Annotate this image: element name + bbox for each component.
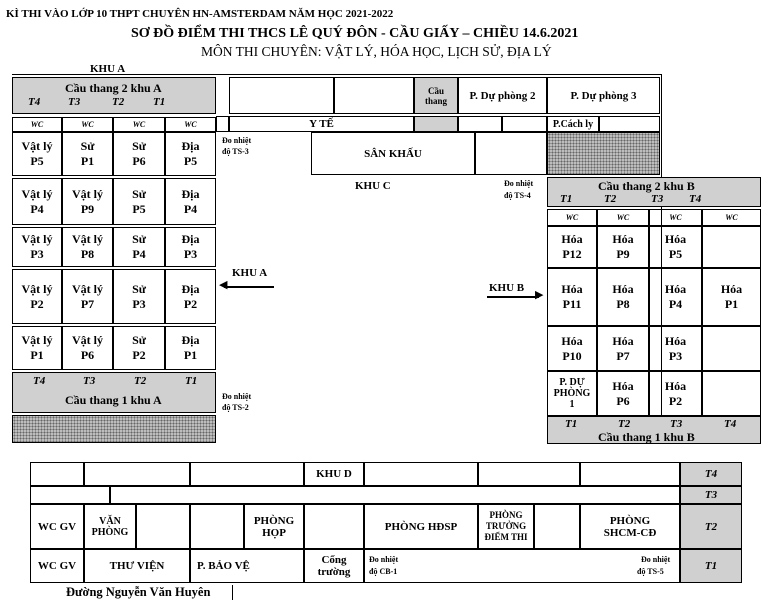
khu-d-r3-c6 [304,504,364,549]
room-b-empty-2 [702,326,761,371]
temp-check-ts2-1: Đo nhiệt [222,392,252,401]
street-line [232,585,233,600]
room-number: P1 [724,297,739,311]
temp-check-ts2-2: độ TS-2 [222,403,249,412]
room-label: Vật lý [21,139,53,153]
room-label: Sử [132,139,146,153]
temp-check-cb1-2: độ CB-1 [369,567,398,576]
room-cach-ly-label: P.Cách ly [552,118,594,130]
room-b-hoa-p7 [597,326,649,371]
khu-a-wc-2: WC [62,117,113,132]
room-a-vatly-p7 [62,269,113,324]
khu-a-arrow-label: KHU A [232,267,268,279]
top-strip-stair [414,116,458,132]
temp-check-ts5-1: Đo nhiệt [641,555,671,564]
room-number: P6 [132,154,146,168]
khu-d-floor-t3-label: T3 [704,489,718,501]
room-number: P3 [668,348,683,363]
arrow-left-icon: ◀ [219,279,228,291]
khu-d-r2-c2 [110,486,680,504]
room-label: Địa [181,186,200,201]
khu-b-wc-2: WC [597,209,649,226]
street-name: Đường Nguyễn Văn Huyên [66,585,211,599]
room-a-su-p3 [113,269,165,324]
room-a-vatly-p9 [62,178,113,225]
khu-b-stair-2-t4: T4 [689,193,702,205]
room-a-dia-p1 [165,326,216,370]
room-number: P3 [30,247,44,261]
top-stair-label-2: thang [424,95,447,106]
khu-d-r3-c3 [136,504,190,549]
room-a-su-p4 [113,227,165,267]
room-label: Vật lý [72,281,103,296]
room-label-2: PHÒNG [553,388,591,399]
khu-a-wc-4: WC [165,117,216,132]
header-line-1: KÌ THI VÀO LỚP 10 THPT CHUYÊN HN-AMSTERDAM NĂM HỌC 2021-2022 [6,8,394,20]
room-phong-truong-label-1: PHÒNG [489,510,523,521]
room-label: Hóa [561,282,583,296]
room-a-su-p1 [62,132,113,176]
room-number: P5 [132,201,146,216]
top-strip-b2 [502,116,547,132]
school-gate-label-2: trường [317,566,351,578]
khu-a-stair-2-t2: T2 [112,96,125,108]
khu-b-wc-4: WC [702,209,761,226]
room-du-phong-3-label: P. Dự phòng 3 [570,89,637,102]
room-phong-shcm-label-1: PHÒNG [609,514,651,527]
khu-d-floor-t3 [680,486,742,504]
room-du-phong-2 [458,77,547,114]
khu-b-stair-1-t1: T1 [565,418,578,430]
room-b-empty-3 [702,371,761,416]
room-number: 1 [569,399,575,410]
room-a-su-p2 [113,326,165,370]
khu-a-stair-2-label: Cầu thang 2 khu A [65,81,162,95]
header-line-3: MÔN THI CHUYÊN: VẬT LÝ, HÓA HỌC, LỊCH SỬ, ĐỊA LÝ [201,44,552,59]
room-number: P4 [30,201,44,216]
khu-b-stair-2 [547,177,761,207]
room-label: Hóa [561,232,583,246]
room-phong-hdsp-label: PHÒNG HĐSP [384,520,458,533]
room-b-hoa-p8 [597,268,649,326]
san-khau-side [475,132,547,175]
top-strip-b3 [599,116,660,132]
khu-b-stair-2-t3: T3 [651,193,664,205]
room-a-dia-p4 [165,178,216,225]
khu-b-arrow-label: KHU B [489,282,525,294]
khu-d-floor-t1 [680,549,742,583]
top-stair [414,77,458,114]
room-label: Hóa [612,333,634,348]
room-bao-ve-label: P. BẢO VỆ [197,560,250,572]
san-khau-label: SÂN KHẤU [364,147,422,160]
room-label: Hóa [664,282,687,296]
room-phong-hop [244,504,304,549]
room-label: P. DỰ [559,377,585,388]
room-number: P4 [132,247,146,261]
school-gate [304,549,364,583]
room-label: Hóa [664,232,687,246]
khu-b-stair-1-t4: T4 [724,418,737,430]
room-label: Hóa [664,333,687,348]
room-phong-hop-label-2: HỌP [262,526,286,539]
room-phong-shcm-label-2: SHCM-CĐ [603,526,657,539]
khu-d-r1-c3 [190,462,304,486]
room-wc-gv-2 [30,549,84,583]
khu-b-wc-3: WC [649,209,702,226]
khu-d-r1-c7 [580,462,680,486]
khu-b-arrow [487,296,539,298]
khu-a-wc-3: WC [113,117,165,132]
room-label: Vật lý [21,333,53,347]
room-number: P2 [183,296,198,311]
top-stair-label-1: Cầu [427,85,444,96]
khu-d-title-cell [304,462,364,486]
room-number: P4 [668,297,683,311]
room-number: P9 [616,247,630,261]
arrow-right-icon: ▶ [535,289,544,301]
room-number: P2 [668,393,683,408]
room-label: Hóa [612,378,634,393]
khu-a-stair-1-label: Cầu thang 1 khu A [65,393,162,407]
room-label: Sử [132,281,146,296]
khu-d-r4-c5 [364,549,680,583]
room-b-hoa-p5 [649,226,702,268]
room-label: Vật lý [72,186,103,201]
khu-a-arrow [224,286,274,288]
room-y-te [229,116,414,132]
khu-a-hatched-area [12,415,216,443]
room-number: P7 [616,348,630,363]
room-number: P8 [616,297,630,311]
top-strip-b1 [458,116,502,132]
khu-a-stair-1-t4: T4 [33,375,46,387]
room-a-vatly-p5 [12,132,62,176]
room-a-vatly-p6 [62,326,113,370]
room-number: P1 [30,348,44,362]
khu-d-title: KHU D [316,468,352,480]
khu-d-floor-t1-label: T1 [704,560,718,572]
room-du-phong-2-label: P. Dự phòng 2 [469,89,536,102]
room-cach-ly [547,116,599,132]
room-phong-truong-label-2: TRƯỞNG [485,521,527,532]
room-label: Vật lý [21,281,53,296]
khu-d-floor-t2-label: T2 [704,520,718,533]
room-label: Địa [181,232,200,246]
room-a-vatly-p1 [12,326,62,370]
khu-a-wc-1: WC [12,117,62,132]
header-line-2: SƠ ĐỒ ĐIỂM THI THCS LÊ QUÝ ĐÔN - CẦU GIẤY – CHIỀU 14.6.2021 [131,26,579,41]
room-a-vatly-p8 [62,227,113,267]
room-label: Địa [181,139,200,153]
room-a-vatly-p2 [12,269,62,324]
khu-b-stair-2-t2: T2 [604,193,617,205]
room-label: Địa [181,333,200,347]
temp-check-cb1-1: Đo nhiệt [369,555,399,564]
khu-b-stair-1-t2: T2 [618,418,631,430]
khu-a-stair-1-t2: T2 [134,375,147,387]
khu-d-r3-c4 [190,504,244,549]
room-van-phong [84,504,136,549]
room-phong-hop-label-1: PHÒNG [253,514,295,527]
khu-d-floor-t4 [680,462,742,486]
room-number: P6 [616,393,630,408]
room-label: Vật lý [21,186,53,201]
khu-a-stair-1-t1: T1 [185,375,198,387]
room-number: P2 [30,296,44,311]
room-a-dia-p3 [165,227,216,267]
khu-b-stair-1-label: Cầu thang 1 khu B [598,430,695,444]
room-b-empty-1 [702,226,761,268]
khu-d-r1-c1 [30,462,84,486]
room-label: Hóa [561,333,583,348]
khu-d-r1-c5 [364,462,478,486]
khu-a-stair-2-t3: T3 [68,96,81,108]
khu-b-wc-1: WC [547,209,597,226]
room-b-hoa-p4 [649,268,702,326]
room-b-hoa-p12 [547,226,597,268]
room-y-te-label: Y TẾ [309,118,334,130]
temp-check-ts3-2: độ TS-3 [222,147,249,156]
room-label: Địa [181,281,200,296]
room-number: P10 [562,348,582,363]
room-number: P4 [183,201,198,216]
room-b-hoa-p9 [597,226,649,268]
khu-d-r1-c2 [84,462,190,486]
khu-b-stair-2-label: Cầu thang 2 khu B [598,179,695,193]
room-number: P8 [80,247,95,261]
room-number: P12 [562,247,582,261]
khu-b-stair-2-t1: T1 [560,193,573,205]
room-label: Hóa [664,378,687,393]
room-number: P2 [132,348,146,362]
khu-d-floor-t2 [680,504,742,549]
room-b-hoa-p1 [702,268,761,326]
room-thu-vien-label: THƯ VIỆN [109,560,165,572]
room-thu-vien [84,549,190,583]
room-a-dia-p5 [165,132,216,176]
room-a-vatly-p3 [12,227,62,267]
room-number: P5 [30,154,44,168]
top-room-2 [334,77,414,114]
khu-a-stair-1-t3: T3 [83,375,96,387]
room-number: P3 [132,296,146,311]
khu-a-title: KHU A [90,63,126,75]
khu-d-r3-c9 [534,504,580,549]
room-number: P7 [80,296,95,311]
room-b-hoa-p6 [597,371,649,416]
room-a-dia-p2 [165,269,216,324]
room-label: Hóa [612,282,634,296]
khu-d-r2-c1 [30,486,110,504]
room-number: P3 [183,247,198,261]
khu-c-title: KHU C [355,180,391,192]
room-wc-gv-1 [30,504,84,549]
room-label: Sử [80,139,95,153]
room-number: P1 [80,154,95,168]
room-label: Hóa [720,282,743,296]
room-number: P5 [668,247,683,261]
room-number: P9 [80,201,95,216]
khu-b-stair-1 [547,416,761,444]
room-a-vatly-p4 [12,178,62,225]
room-label: Vật lý [72,333,103,347]
room-label: Sử [132,186,146,201]
room-wc-gv-2-label: WC GV [37,560,77,572]
temp-check-ts4-1: Đo nhiệt [504,179,534,188]
khu-a-stair-2 [12,77,216,114]
san-khau [311,132,475,175]
room-number: P5 [183,154,198,168]
room-label: Sử [132,232,146,246]
top-room-1 [229,77,334,114]
room-number: P11 [562,297,582,311]
khu-a-stair-2-t1: T1 [153,96,166,108]
room-phong-hdsp [364,504,478,549]
room-phong-truong-label-3: ĐIỂM THI [484,531,528,542]
room-phong-shcm [580,504,680,549]
room-du-phong-3 [547,77,660,114]
room-label: Vật lý [72,232,103,246]
khu-d-floor-t4-label: T4 [704,468,718,480]
room-a-su-p6 [113,132,165,176]
room-a-su-p5 [113,178,165,225]
top-strip-a [216,116,229,132]
khu-d-r1-c6 [478,462,580,486]
room-b-hoa-p3 [649,326,702,371]
room-bao-ve [190,549,304,583]
temp-check-ts4-2: độ TS-4 [504,191,531,200]
room-b-hoa-p2 [649,371,702,416]
room-b-hoa-p10 [547,326,597,371]
khu-b-hatched-area [547,132,660,175]
room-number: P1 [183,348,198,362]
room-number: P6 [80,348,95,362]
room-label: Hóa [612,232,634,246]
temp-check-ts5-2: độ TS-5 [637,567,664,576]
khu-a-stair-1 [12,372,216,413]
room-label: Vật lý [21,232,53,246]
room-van-phong-label-2: PHÒNG [91,526,129,538]
room-wc-gv-1-label: WC GV [37,520,77,533]
school-gate-label-1: Cổng [321,554,347,566]
room-phong-truong-diem-thi [478,504,534,549]
room-b-hoa-p11 [547,268,597,326]
khu-a-stair-2-t4: T4 [28,96,41,108]
temp-check-ts3-1: Đo nhiệt [222,136,252,145]
room-label: Sử [132,333,146,347]
room-b-du-phong-1 [547,371,597,416]
khu-b-stair-1-t3: T3 [670,418,683,430]
room-van-phong-label-1: VĂN [99,515,121,527]
